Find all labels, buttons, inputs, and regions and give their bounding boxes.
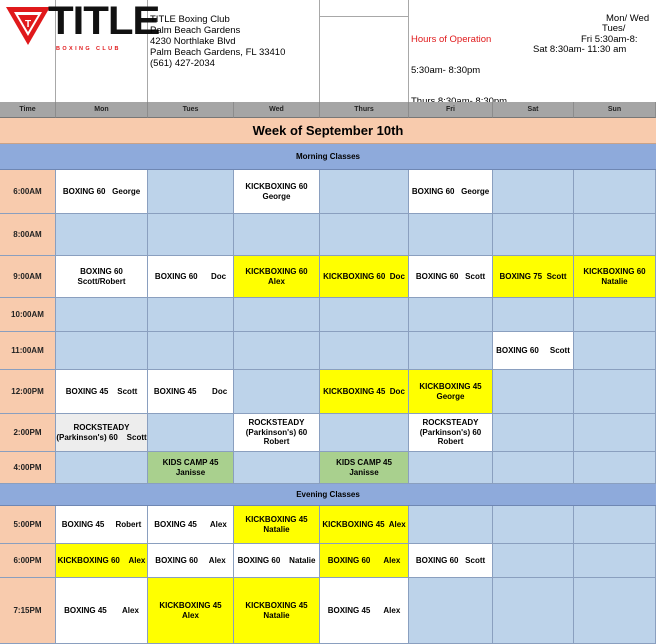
empty-slot-cell [148,332,234,370]
club-address [150,14,285,69]
schedule-grid [0,102,656,644]
day-header-thurs: Thurs [320,102,409,118]
class-cell: BOXING 60 Alex [320,544,409,578]
empty-slot-cell [56,214,148,256]
class-cell: BOXING 60 Scott [493,332,574,370]
class-cell: KICKBOXING 60 Alex [56,544,148,578]
address-line: (561) 427-2034 [150,58,215,69]
class-cell: KICKBOXING 45 Natalie [234,506,320,544]
class-cell: BOXING 60 George [409,170,493,214]
class-cell: KICKBOXING 60 Alex [234,256,320,298]
empty-slot-cell [320,170,409,214]
empty-slot-cell [56,452,148,484]
class-cell: KICKBOXING 45 Alex [148,578,234,644]
empty-slot-cell [148,414,234,452]
empty-slot-cell [574,214,656,256]
empty-slot-cell [574,452,656,484]
address-line: 4230 Northlake Blvd [150,36,236,47]
class-cell: BOXING 45 Doc [148,370,234,414]
class-cell: BOXING 75 Scott [493,256,574,298]
logo-wordmark: TITLE [48,0,160,43]
day-header-sat: Sat [493,102,574,118]
empty-slot-cell [493,544,574,578]
empty-slot-cell [320,414,409,452]
class-cell: BOXING 45 Alex [148,506,234,544]
day-header-time: Time [0,102,56,118]
empty-slot-cell [574,298,656,332]
class-cell: KIDS CAMP 45 Janisse [148,452,234,484]
hours-title: Hours of Operation [411,33,492,45]
class-cell: KICKBOXING 45 Doc [320,370,409,414]
class-cell: ROCKSTEADY (Parkinson's) 60 Robert [409,414,493,452]
hours-sat: Sat 8:30am- 11:30 am [533,44,627,56]
class-cell: BOXING 60 Doc [148,256,234,298]
title-boxing-logo [4,0,160,59]
time-slot-label: 6:00AM [0,170,56,214]
empty-slot-cell [493,214,574,256]
class-cell: BOXING 60 Scott [409,544,493,578]
class-cell: BOXING 60 Scott [409,256,493,298]
class-cell: BOXING 45 Robert [56,506,148,544]
empty-slot-cell [574,578,656,644]
day-header-mon: Mon [56,102,148,118]
empty-slot-cell [409,332,493,370]
empty-slot-cell [234,370,320,414]
logo-shield-icon [6,7,50,45]
empty-slot-cell [234,214,320,256]
empty-slot-cell [574,170,656,214]
empty-slot-cell [320,332,409,370]
time-slot-label: 2:00PM [0,414,56,452]
class-cell: KICKBOXING 45 George [409,370,493,414]
empty-slot-cell [320,298,409,332]
empty-slot-cell [493,298,574,332]
time-slot-label: 6:00PM [0,544,56,578]
empty-slot-cell [56,298,148,332]
empty-slot-cell [234,332,320,370]
empty-slot-cell [574,414,656,452]
empty-slot-cell [234,298,320,332]
class-cell: BOXING 60 Alex [148,544,234,578]
class-cell: KICKBOXING 45 Natalie [234,578,320,644]
class-cell: ROCKSTEADY (Parkinson's) 60 Scott [56,414,148,452]
class-cell: KICKBOXING 45 Alex [320,506,409,544]
empty-slot-cell [574,544,656,578]
day-header-sun: Sun [574,102,656,118]
section-evening-classes: Evening Classes [0,484,656,506]
svg-text:T: T [24,19,32,30]
empty-slot-cell [409,214,493,256]
time-slot-label: 5:00PM [0,506,56,544]
address-line: Palm Beach Gardens [150,25,241,36]
empty-slot-cell [574,506,656,544]
empty-slot-cell [493,414,574,452]
class-cell: BOXING 45 Scott [56,370,148,414]
empty-slot-cell [574,332,656,370]
empty-slot-cell [320,214,409,256]
hours-tues: Tues/ [602,23,626,35]
class-cell: BOXING 60 Natalie [234,544,320,578]
class-cell: KICKBOXING 60 Natalie [574,256,656,298]
logo-subtext: BOXING CLUB [56,46,121,52]
class-cell: BOXING 45 Alex [56,578,148,644]
time-slot-label: 9:00AM [0,256,56,298]
hours-mon-wed: Mon/ Wed [606,13,650,24]
class-cell: ROCKSTEADY (Parkinson's) 60 Robert [234,414,320,452]
empty-slot-cell [409,298,493,332]
empty-slot-cell [493,506,574,544]
time-slot-label: 4:00PM [0,452,56,484]
time-slot-label: 10:00AM [0,298,56,332]
address-line: Palm Beach Gardens, FL 33410 [150,47,286,58]
time-slot-label: 12:00PM [0,370,56,414]
empty-slot-cell [409,506,493,544]
class-cell: BOXING 60 George [56,170,148,214]
empty-slot-cell [409,452,493,484]
empty-slot-cell [493,578,574,644]
week-title: Week of September 10th [0,118,656,144]
day-header-fri: Fri [409,102,493,118]
class-cell: KIDS CAMP 45 Janisse [320,452,409,484]
time-slot-label: 7:15PM [0,578,56,644]
time-slot-label: 8:00AM [0,214,56,256]
empty-slot-cell [148,298,234,332]
class-cell: KICKBOXING 60 Doc [320,256,409,298]
empty-slot-cell [234,452,320,484]
section-morning-classes: Morning Classes [0,144,656,170]
hours-fri: Fri 5:30am-8: [581,33,638,45]
header-box-thurs [320,0,409,102]
day-header-wed: Wed [234,102,320,118]
class-cell: BOXING 45 Alex [320,578,409,644]
address-line: TITLE Boxing Club [150,14,230,25]
empty-slot-cell [574,370,656,414]
class-cell: BOXING 60 Scott/Robert [56,256,148,298]
empty-slot-cell [148,214,234,256]
empty-slot-cell [56,332,148,370]
empty-slot-cell [493,170,574,214]
empty-slot-cell [493,370,574,414]
schedule-header [0,0,656,102]
empty-slot-cell [493,452,574,484]
empty-slot-cell [148,170,234,214]
empty-slot-cell [409,578,493,644]
class-cell: KICKBOXING 60 George [234,170,320,214]
hours-line: 5:30am- 8:30pm [411,65,481,77]
time-slot-label: 11:00AM [0,332,56,370]
day-header-tues: Tues [148,102,234,118]
